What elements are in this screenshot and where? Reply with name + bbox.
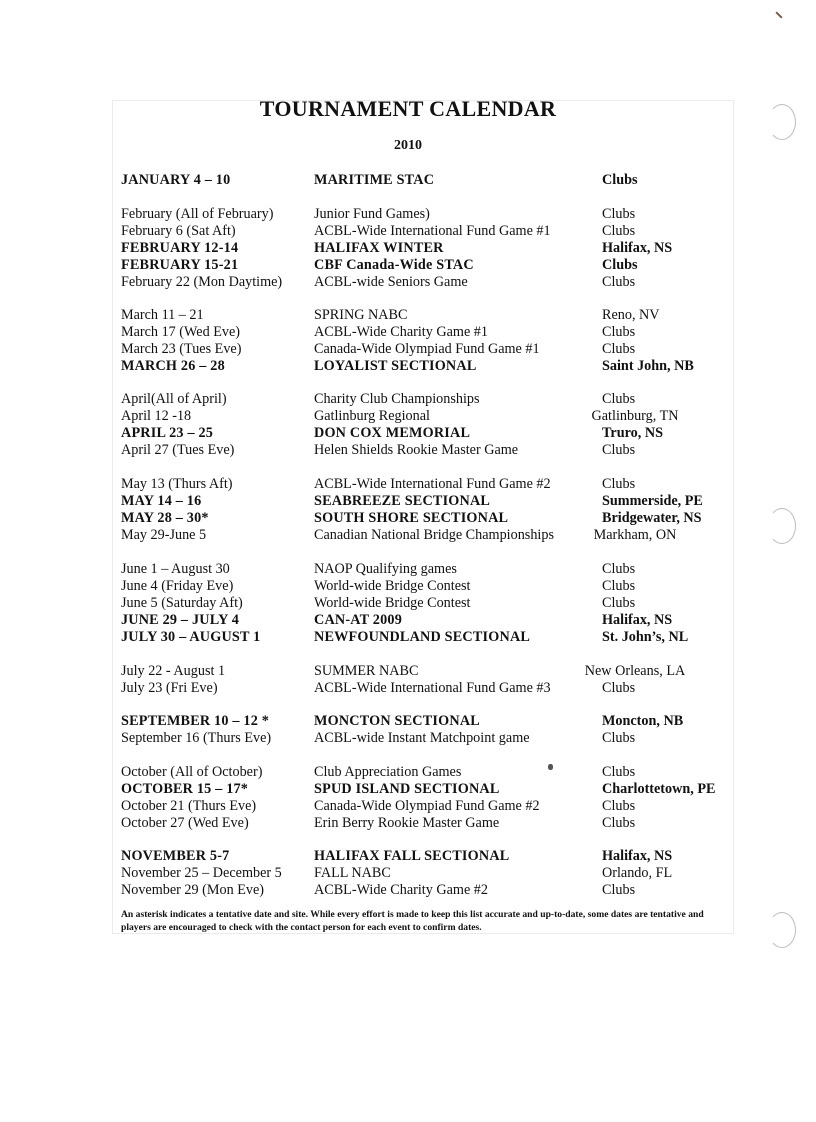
event-event: SEABREEZE SECTIONAL	[314, 493, 491, 509]
event-date: NOVEMBER 5-7	[121, 848, 230, 864]
event-date: May 29-June 5	[121, 527, 207, 543]
event-location: Reno, NV	[602, 307, 660, 323]
event-row	[0, 206, 816, 223]
event-location: Orlando, FL	[602, 865, 673, 881]
event-event: Junior Fund Games)	[314, 206, 430, 222]
event-row	[0, 713, 816, 730]
event-date: June 5 (Saturday Aft)	[121, 595, 243, 611]
event-row	[0, 815, 816, 832]
event-date: November 29 (Mon Eve)	[121, 882, 265, 898]
event-row	[0, 358, 816, 375]
event-row	[0, 612, 816, 629]
event-date: April(All of April)	[121, 391, 227, 407]
event-date: November 25 – December 5	[121, 865, 282, 881]
event-location: Clubs	[602, 391, 636, 407]
event-location: Markham, ON	[593, 527, 677, 543]
event-location: Summerside, PE	[602, 493, 703, 509]
event-row	[0, 798, 816, 815]
event-location: Clubs	[602, 442, 636, 458]
event-row	[0, 172, 816, 189]
event-row	[0, 730, 816, 747]
event-location: Clubs	[602, 324, 636, 340]
event-location: Halifax, NS	[602, 848, 673, 864]
event-row	[0, 391, 816, 408]
event-date: JULY 30 – AUGUST 1	[121, 629, 261, 645]
event-event: SOUTH SHORE SECTIONAL	[314, 510, 509, 526]
event-row	[0, 882, 816, 899]
event-event: ACBL-Wide International Fund Game #2	[314, 476, 551, 492]
event-row	[0, 865, 816, 882]
event-location: Clubs	[602, 206, 636, 222]
event-location: Halifax, NS	[602, 612, 673, 628]
event-location: Bridgewater, NS	[602, 510, 702, 526]
event-date: July 22 - August 1	[121, 663, 226, 679]
event-event: SPRING NABC	[314, 307, 408, 323]
event-date: July 23 (Fri Eve)	[121, 680, 218, 696]
event-date: March 17 (Wed Eve)	[121, 324, 241, 340]
event-event: SUMMER NABC	[314, 663, 419, 679]
event-row	[0, 425, 816, 442]
event-date: OCTOBER 15 – 17*	[121, 781, 249, 797]
event-row	[0, 408, 816, 425]
event-date: September 16 (Thurs Eve)	[121, 730, 272, 746]
event-location: New Orleans, LA	[584, 663, 686, 679]
event-date: October 21 (Thurs Eve)	[121, 798, 257, 814]
event-event: Erin Berry Rookie Master Game	[314, 815, 500, 831]
event-event: HALIFAX WINTER	[314, 240, 444, 256]
event-date: APRIL 23 – 25	[121, 425, 214, 441]
event-date: October (All of October)	[121, 764, 263, 780]
event-location: Clubs	[602, 561, 636, 577]
event-event: MONCTON SECTIONAL	[314, 713, 480, 729]
event-row	[0, 561, 816, 578]
event-event: ACBL-Wide Charity Game #1	[314, 324, 488, 340]
event-row	[0, 629, 816, 646]
event-location: Clubs	[602, 223, 636, 239]
event-row	[0, 324, 816, 341]
event-event: CAN-AT 2009	[314, 612, 402, 628]
event-row	[0, 341, 816, 358]
event-row	[0, 510, 816, 527]
event-row	[0, 578, 816, 595]
event-date: February 22 (Mon Daytime)	[121, 274, 283, 290]
event-row	[0, 781, 816, 798]
event-row	[0, 493, 816, 510]
event-event: Gatlinburg Regional	[314, 408, 430, 424]
event-location: Clubs	[602, 595, 636, 611]
event-location: Clubs	[602, 815, 636, 831]
event-event: LOYALIST SECTIONAL	[314, 358, 477, 374]
event-date: June 4 (Friday Eve)	[121, 578, 234, 594]
event-location: Clubs	[602, 882, 636, 898]
event-row	[0, 595, 816, 612]
event-location: Clubs	[602, 578, 636, 594]
event-row	[0, 307, 816, 324]
event-row	[0, 764, 816, 781]
event-row	[0, 680, 816, 697]
event-event: Charity Club Championships	[314, 391, 480, 407]
event-date: April 12 -18	[121, 408, 192, 424]
event-date: October 27 (Wed Eve)	[121, 815, 249, 831]
event-event: SPUD ISLAND SECTIONAL	[314, 781, 500, 797]
event-event: ACBL-Wide International Fund Game #3	[314, 680, 551, 696]
event-location: Clubs	[602, 798, 636, 814]
event-date: JANUARY 4 – 10	[121, 172, 231, 188]
event-row	[0, 527, 816, 544]
event-event: ACBL-Wide International Fund Game #1	[314, 223, 551, 239]
event-location: Clubs	[602, 730, 636, 746]
event-date: March 23 (Tues Eve)	[121, 341, 242, 357]
event-location: Clubs	[602, 257, 638, 273]
event-date: June 1 – August 30	[121, 561, 230, 577]
event-row	[0, 257, 816, 274]
event-event: Canada-Wide Olympiad Fund Game #2	[314, 798, 540, 814]
event-location: Gatlinburg, TN	[591, 408, 679, 424]
event-event: ACBL-Wide Charity Game #2	[314, 882, 488, 898]
event-date: MAY 14 – 16	[121, 493, 202, 509]
calendar-year: 2010	[394, 138, 422, 153]
event-date: February 6 (Sat Aft)	[121, 223, 236, 239]
event-date: April 27 (Tues Eve)	[121, 442, 235, 458]
event-date: MARCH 26 – 28	[121, 358, 225, 374]
scan-mark	[775, 11, 782, 18]
event-event: World-wide Bridge Contest	[314, 595, 471, 611]
event-location: Moncton, NB	[602, 713, 684, 729]
event-location: Charlottetown, PE	[602, 781, 716, 797]
event-date: May 13 (Thurs Aft)	[121, 476, 233, 492]
event-event: DON COX MEMORIAL	[314, 425, 471, 441]
event-location: Clubs	[602, 764, 636, 780]
event-location: Clubs	[602, 476, 636, 492]
event-event: Club Appreciation Games	[314, 764, 462, 780]
event-event: FALL NABC	[314, 865, 391, 881]
event-location: Truro, NS	[602, 425, 663, 441]
event-event: MARITIME STAC	[314, 172, 435, 188]
event-date: SEPTEMBER 10 – 12 *	[121, 713, 270, 729]
event-date: FEBRUARY 12-14	[121, 240, 239, 256]
event-row	[0, 442, 816, 459]
page-title: TOURNAMENT CALENDAR	[259, 96, 557, 121]
event-location: Clubs	[602, 341, 636, 357]
event-row	[0, 223, 816, 240]
event-location: Saint John, NB	[602, 358, 694, 374]
event-event: World-wide Bridge Contest	[314, 578, 471, 594]
event-row	[0, 240, 816, 257]
event-event: HALIFAX FALL SECTIONAL	[314, 848, 510, 864]
event-row	[0, 476, 816, 493]
event-event: NAOP Qualifying games	[314, 561, 457, 577]
event-event: Helen Shields Rookie Master Game	[314, 442, 519, 458]
footnote: An asterisk indicates a tentative date and site. While every effort is made to keep this list accurate and up-to-date, some dates are tentative and players are encouraged to check with the contact person for each event to confirm dates.	[121, 909, 704, 933]
event-date: March 11 – 21	[121, 307, 204, 323]
event-event: ACBL-wide Instant Matchpoint game	[314, 730, 530, 746]
punch-hole-bottom	[768, 912, 796, 948]
event-event: NEWFOUNDLAND SECTIONAL	[314, 629, 531, 645]
event-date: February (All of February)	[121, 206, 274, 222]
event-row	[0, 663, 816, 680]
event-location: Halifax, NS	[602, 240, 673, 256]
event-location: St. John’s, NL	[602, 629, 689, 645]
event-location: Clubs	[602, 172, 638, 188]
event-row	[0, 274, 816, 291]
event-event: CBF Canada-Wide STAC	[314, 257, 474, 273]
event-date: FEBRUARY 15-21	[121, 257, 239, 273]
event-event: ACBL-wide Seniors Game	[314, 274, 468, 290]
event-location: Clubs	[602, 274, 636, 290]
event-row	[0, 848, 816, 865]
event-event: Canada-Wide Olympiad Fund Game #1	[314, 341, 540, 357]
event-event: Canadian National Bridge Championships	[314, 527, 554, 543]
event-date: MAY 28 – 30*	[121, 510, 209, 526]
event-date: JUNE 29 – JULY 4	[121, 612, 240, 628]
event-location: Clubs	[602, 680, 636, 696]
